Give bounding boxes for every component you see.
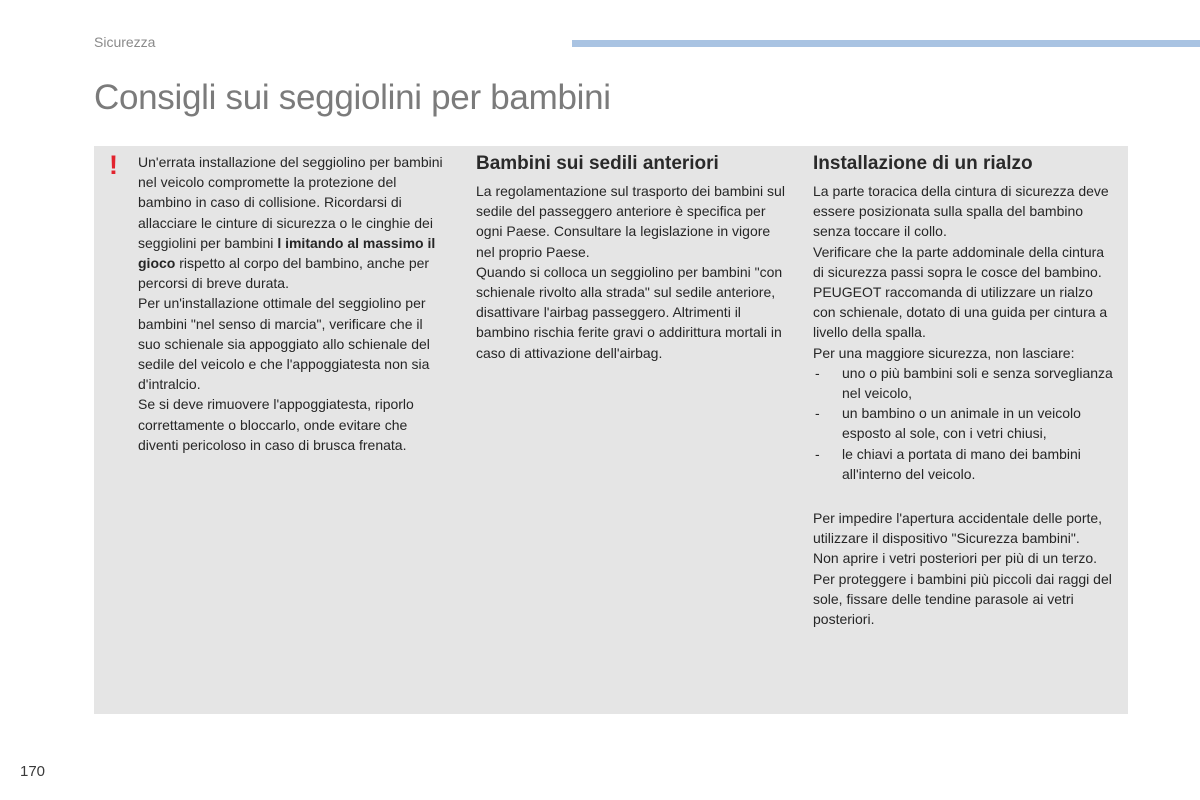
section-label: Sicurezza: [94, 34, 156, 50]
warning-text: rispetto al corpo del bambino, anche per percorsi di breve durata.: [138, 255, 430, 292]
front-seats-paragraph: Quando si colloca un seggiolino per bambini "con schienale rivolto alla strada" sul sedile anteriore, disattivare l'airbag passeggero. Altrimenti il bambino rischia ferite gravi o addirittura mortali in caso di attivazione dell'airbag.: [476, 263, 783, 361]
booster-list: [813, 363, 1118, 484]
list-item: - le chiavi a portata di mano dei bambini all'interno del veicolo.: [813, 444, 1118, 484]
front-seats-paragraph: La regolamentazione sul trasporto dei bambini sul sedile del passeggero anteriore è specifica per ogni Paese. Consultare la legislazione in vigore nel proprio Paese.: [476, 183, 785, 260]
section-accent-bar: [572, 40, 1200, 47]
warning-paragraph: [138, 152, 448, 293]
front-seats-heading: Bambini sui sedili anteriori: [476, 153, 719, 174]
warning-exclamation-icon: !: [109, 150, 118, 180]
warning-text: Un'errata installazione del seggiolino per bambini nel veicolo compromette la protezione del bambino in caso di collisione. Ricordarsi di allacciare le cinture di sicurezza o le cinghie dei seggiolini per bambini: [138, 154, 443, 251]
warning-emphasis: l imitando al massimo il gioco: [138, 234, 436, 272]
booster-paragraph: PEUGEOT raccomanda di utilizzare un rialzo con schienale, dotato di una guida per cintura a livello della spalla.: [813, 284, 1108, 341]
booster-heading: Installazione di un rialzo: [813, 153, 1033, 174]
list-item: - un bambino o un animale in un veicolo esposto al sole, con i vetri chiusi,: [813, 403, 1118, 443]
page-number: 170: [20, 763, 46, 780]
booster-paragraph: Per proteggere i bambini più piccoli dai raggi del sole, fissare delle tendine parasole ai vetri posteriori.: [813, 570, 1112, 628]
spacer: [813, 484, 1118, 508]
booster-paragraph: Per una maggiore sicurezza, non lasciare:: [813, 344, 1075, 361]
page-title: Consigli sui seggiolini per bambini: [94, 78, 611, 117]
booster-column: [813, 152, 1118, 629]
booster-paragraph: Per impedire l'apertura accidentale delle porte, utilizzare il dispositivo "Sicurezza bambini".: [813, 510, 1103, 547]
front-seats-column: [476, 152, 786, 363]
booster-paragraph: Non aprire i vetri posteriori per più di un terzo.: [813, 550, 1098, 567]
warning-paragraph: Se si deve rimuovere l'appoggiatesta, riporlo correttamente o bloccarlo, onde evitare che diventi pericoloso in caso di brusca frenata.: [138, 396, 414, 453]
list-item: - uno o più bambini soli e senza sorveglianza nel veicolo,: [813, 363, 1118, 403]
content-box: [94, 146, 1128, 714]
warning-paragraph: Per un'installazione ottimale del seggiolino per bambini "nel senso di marcia", verificare che il suo schienale sia appoggiato allo schienale del sedile del veicolo e che l'appoggiatesta non sia d'intralcio.: [138, 295, 430, 393]
booster-paragraph: La parte toracica della cintura di sicurezza deve essere posizionata sulla spalla del bambino senza toccare il collo.: [813, 183, 1109, 240]
warning-column: [138, 152, 448, 455]
booster-paragraph: Verificare che la parte addominale della cintura di sicurezza passi sopra le cosce del bambino.: [813, 243, 1105, 280]
